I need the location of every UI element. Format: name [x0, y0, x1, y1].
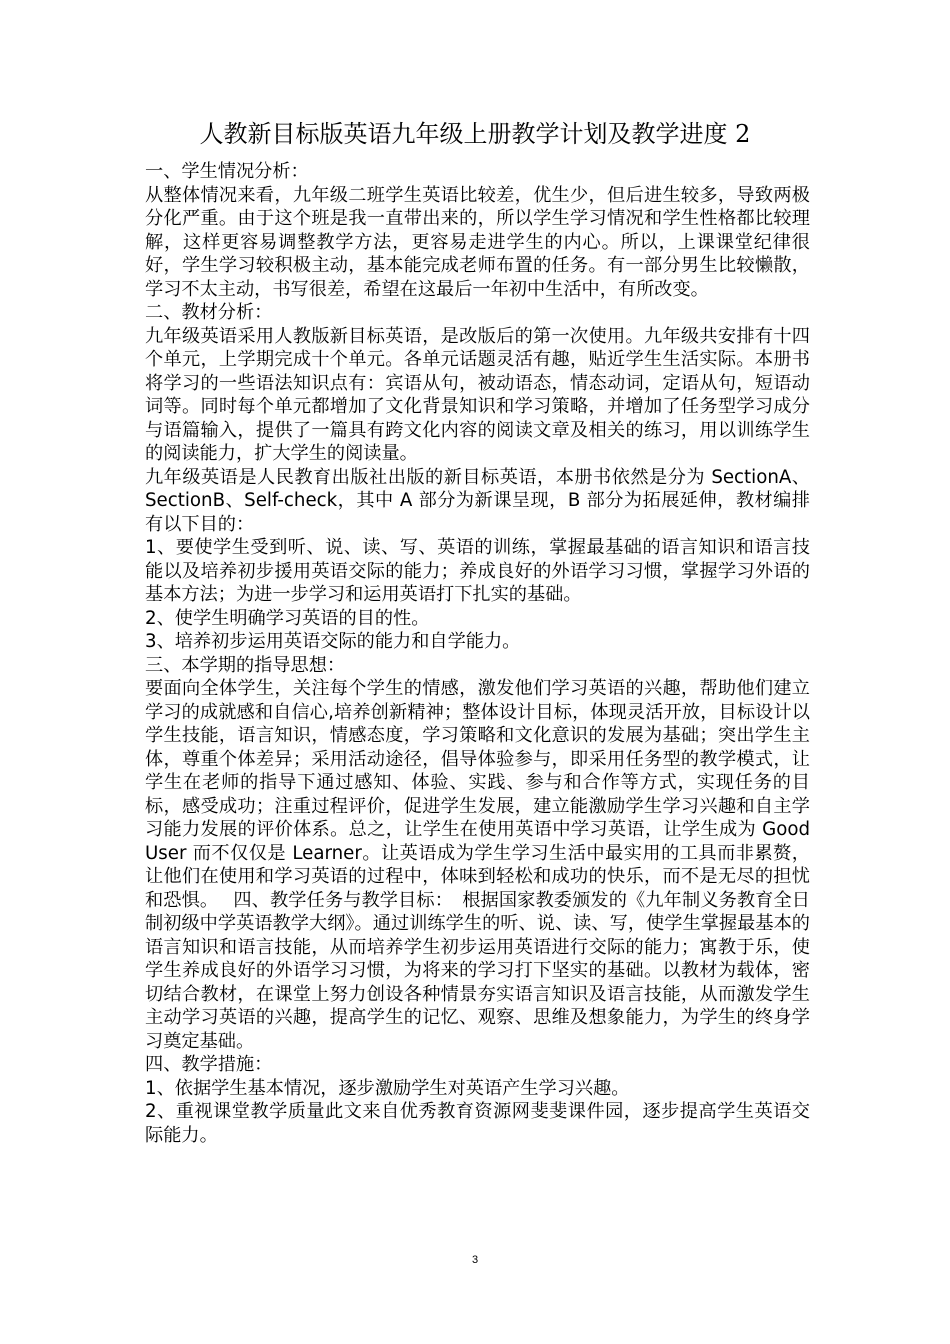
list-item: 2、重视课堂教学质量此文来自优秀教育资源网斐斐课件园，逐步提高学生英语交际能力。 — [145, 1101, 810, 1146]
document-title: 人教新目标版英语九年级上册教学计划及教学进度 2 — [199, 120, 751, 148]
paragraph: 九年级英语是人民教育出版社出版的新目标英语，本册书依然是分为 SectionA、SectionB、Self-check，其中 A 部分为新课呈现，B 部分为拓展延伸，教材编排有以下目的： — [145, 466, 810, 535]
page-number: 3 — [471, 1254, 479, 1266]
list-item: 2、使学生明确学习英语的目的性。 — [145, 607, 430, 629]
section-heading-student-analysis: 一、学生情况分析： — [145, 161, 309, 182]
paragraph: 要面向全体学生，关注每个学生的情感，激发他们学习英语的兴趣，帮助他们建立学习的成就感和自信心,培养创新精神；整体设计目标，体现灵活开放，目标设计以学生技能，语言知识，情感态度，学习策略和文化意识的发展为基础；突出学生主体，尊重个体差异；采用活动途径，倡导体验参与，即采用任务型的教学模式，让学生在老师的指导下通过感知、体验、实践、参与和合作等方式，实现任务的目标，感受成功；注重过程评价，促进学生发展，建立能激励学生学习兴趣和自主学习能力发展的评价体系。总之，让学生在使用英语中学习英语，让学生成为 Good User 而不仅仅是 Learner。让英语成为学生学习生活中最实用的工具而非累赘，让他们在使用和学习英语的过程中，体味到轻松和成功的快乐，而不是无尽的担忧和恐惧。 四、教学任务与教学目标： 根据国家教委颁发的《九年制义务教育全日制初级中学英语教学大纲》。通过训练学生的听、说、读、写，使学生掌握最基本的语言知识和语言技能，从而培养学生初步运用英语进行交际的能力；寓教于乐，使学生养成良好的外语学习习惯，为将来的学习打下坚实的基础。以教材为载体，密切结合教材，在课堂上努力创设各种情景夯实语言知识及语言技能，从而激发学生主动学习英语的兴趣，提高学生的记忆、观察、思维及想象能力，为学生的终身学习奠定基础。 — [145, 678, 829, 1052]
section-heading-textbook-analysis: 二、教材分析： — [145, 302, 273, 323]
section-heading-guiding-thought: 三、本学期的指导思想： — [145, 654, 346, 676]
document-body — [145, 160, 829, 1147]
section-heading-teaching-measures: 四、教学措施： — [145, 1054, 273, 1075]
paragraph: 九年级英语采用人教版新目标英语，是改版后的第一次使用。九年级共安排有十四个单元，上学期完成十个单元。各单元话题灵活有趣，贴近学生生活实际。本册书将学习的一些语法知识点有：宾语从句，被动语态，情态动词，定语从句，短语动词等。同时每个单元都增加了文化背景知识和学习策略，并增加了任务型学习成分与语篇输入，提供了一篇具有跨文化内容的阅读文章及相关的练习，用以训练学生的阅读能力，扩大学生的阅读量。 — [145, 325, 810, 464]
paragraph: 从整体情况来看，九年级二班学生英语比较差，优生少，但后进生较多，导致两极分化严重。由于这个班是我一直带出来的，所以学生学习情况和学生性格都比较理解，这样更容易调整教学方法，更容易走进学生的内心。所以，上课课堂纪律很好，学生学习较积极主动，基本能完成老师布置的任务。有一部分男生比较懒散，学习不太主动，书写很差，希望在这最后一年初中生活中，有所改变。 — [145, 184, 810, 300]
list-item: 1、依据学生基本情况，逐步激励学生对英语产生学习兴趣。 — [145, 1077, 630, 1099]
list-item: 1、要使学生受到听、说、读、写、英语的训练，掌握最基础的语言知识和语言技能以及培养初步援用英语交际的能力；养成良好的外语学习习惯，掌握学习外语的基本方法；为进一步学习和运用英语打下扎实的基础。 — [145, 537, 810, 605]
list-item: 3、培养初步运用英语交际的能力和自学能力。 — [145, 631, 521, 652]
